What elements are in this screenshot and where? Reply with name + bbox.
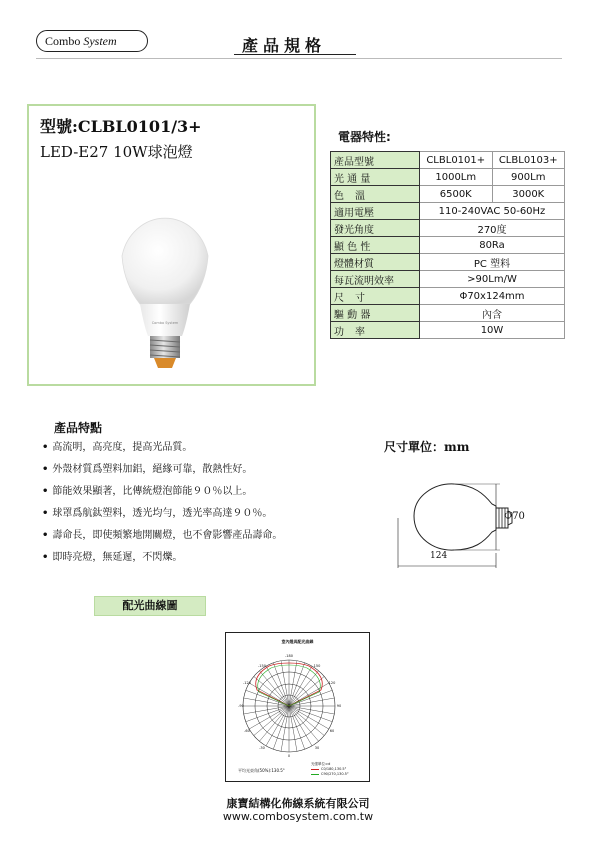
spec-value: 270度 [420, 220, 565, 237]
feature-text: 外殼材質爲塑料加鋁，絕緣可靠，散熱性好。 [52, 464, 253, 475]
polar-chart-title: 室內燈具配光曲線 [281, 639, 314, 644]
legend-label: C0/180,130.5° [321, 767, 347, 771]
polar-chart [229, 650, 366, 768]
legend-item-c90 [311, 772, 349, 777]
angle-label: 30 [314, 746, 320, 750]
page-title: 產品規格 [242, 36, 327, 55]
dimension-unit-label: 尺寸單位：mm [384, 440, 470, 454]
spec-row-lumen [331, 169, 565, 186]
polar-average-beam-angle: 平均光束角(50%):130.5° [238, 768, 285, 773]
spec-value: 6500K [420, 186, 493, 203]
angle-label: 120 [328, 681, 336, 685]
feature-item [42, 547, 282, 569]
spec-value: CLBL0103+ [492, 152, 565, 169]
curve-section-label: 配光曲線圖 [94, 596, 206, 616]
spec-label: 色溫 [331, 186, 420, 203]
angle-label: -150 [258, 664, 266, 668]
length-label: 124 [430, 551, 448, 561]
angle-label: -120 [243, 681, 251, 685]
spec-label: 驅 動 器 [331, 305, 420, 322]
spec-label: 尺寸 [331, 288, 420, 305]
logo-combo-text: Combo [45, 34, 81, 48]
legend-swatch-c90 [311, 774, 319, 775]
spec-value: PC 塑料 [420, 254, 565, 271]
angle-label: 0 [287, 754, 291, 758]
angle-label: -30 [259, 746, 265, 750]
spec-row-color-temp [331, 186, 565, 203]
polar-legend [311, 762, 349, 777]
spec-value: 10W [420, 322, 565, 339]
company-name: 康寶結構化佈線系統有限公司 [226, 797, 370, 810]
bullet-icon: • [42, 552, 49, 563]
spec-value: 內含 [420, 305, 565, 322]
bulb-image [110, 176, 220, 376]
spec-value: 3000K [492, 186, 565, 203]
feature-text: 節能效果顯著，比傳統燈泡節能９０％以上。 [52, 486, 253, 497]
spec-label: 燈體材質 [331, 254, 420, 271]
spec-title: 電器特性: [338, 130, 391, 144]
feature-text: 球罩爲航鈦塑料，透光均勻，透光率高達９０％。 [52, 508, 273, 519]
legend-swatch-c0 [311, 769, 319, 770]
angle-label: 90 [336, 704, 342, 708]
feature-item [42, 437, 282, 459]
feature-item [42, 503, 282, 525]
feature-text: 高流明，高亮度，提高光品質。 [52, 442, 193, 453]
bullet-icon: • [42, 442, 49, 453]
product-subtitle: LED-E27 10W球泡燈 [40, 143, 193, 161]
spec-row-size [331, 288, 565, 305]
spec-value: >90Lm/W [420, 271, 565, 288]
feature-item [42, 481, 282, 503]
title-underline [234, 54, 356, 55]
spec-value: CLBL0101+ [420, 152, 493, 169]
spec-label: 發光角度 [331, 220, 420, 237]
angle-label: 150 [313, 664, 321, 668]
feature-item [42, 459, 282, 481]
spec-value: 1000Lm [420, 169, 493, 186]
angle-label: -90 [238, 704, 244, 708]
spec-value: Φ70x124mm [420, 288, 565, 305]
spec-row-material [331, 254, 565, 271]
header-divider [36, 58, 562, 59]
angle-label: 60 [329, 729, 335, 733]
spec-value: 80Ra [420, 237, 565, 254]
dimension-drawing [392, 478, 552, 573]
spec-row-driver [331, 305, 565, 322]
feature-item [42, 525, 282, 547]
feature-text: 壽命長，即使頻繁地開關燈，也不會影響產品壽命。 [52, 530, 283, 541]
spec-row-efficiency [331, 271, 565, 288]
legend-title: 光強單位:cd [311, 762, 331, 766]
features-list [42, 437, 282, 569]
spec-label: 光 通 量 [331, 169, 420, 186]
bullet-icon: • [42, 508, 49, 519]
bullet-icon: • [42, 530, 49, 541]
diameter-label: Φ70 [504, 511, 525, 522]
spec-table [330, 151, 565, 339]
features-title: 產品特點 [54, 421, 103, 435]
feature-text: 即時亮燈，無延遲，不閃爍。 [52, 552, 183, 563]
company-logo [36, 30, 148, 52]
spec-value: 900Lm [492, 169, 565, 186]
spec-row-voltage [331, 203, 565, 220]
logo-system-text: System [83, 34, 117, 48]
bulb-imprint: Combo System [151, 321, 179, 325]
spec-label: 顯 色 性 [331, 237, 420, 254]
spec-value: 110-240VAC 50-60Hz [420, 203, 565, 220]
spec-row-cri [331, 237, 565, 254]
angle-label: -60 [244, 729, 250, 733]
angle-label-top: -180 [285, 654, 293, 658]
legend-label: C90/270,130.5° [321, 772, 349, 776]
bullet-icon: • [42, 486, 49, 497]
spec-row-beam-angle [331, 220, 565, 237]
spec-label: 功率 [331, 322, 420, 339]
spec-row-model [331, 152, 565, 169]
product-model: 型號:CLBL0101/3+ [40, 117, 202, 136]
spec-label: 每瓦流明效率 [331, 271, 420, 288]
spec-row-power [331, 322, 565, 339]
company-website[interactable]: www.combosystem.com.tw [222, 810, 374, 823]
spec-label: 產品型號 [331, 152, 420, 169]
bullet-icon: • [42, 464, 49, 475]
spec-label: 適用電壓 [331, 203, 420, 220]
